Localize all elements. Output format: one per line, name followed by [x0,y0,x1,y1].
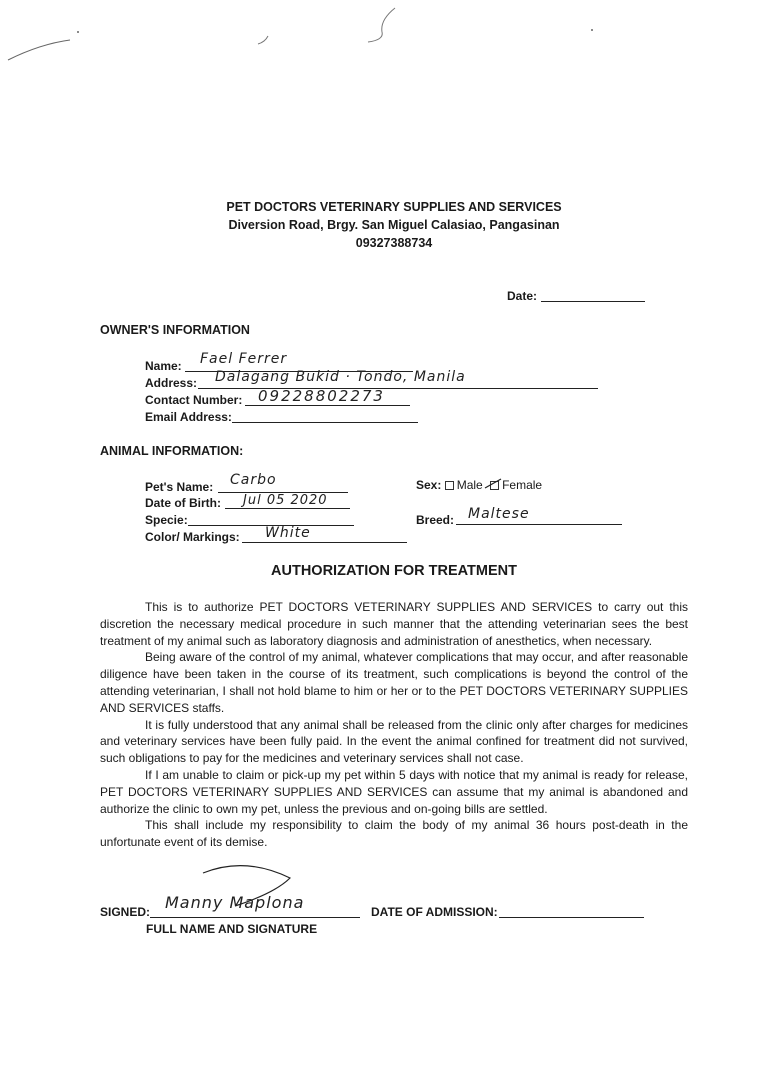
owner-name-value: Fael Ferrer [200,351,288,367]
date-label: Date: [507,289,538,303]
date-field[interactable] [541,301,645,302]
dob-field[interactable] [225,508,350,509]
authorization-paragraph-2: Being aware of the control of my animal, whatever complications that may occur, and after reasonable diligence have been taken in the course of its treatment, such complications is beyond the control of the attending veterinarian, I shall not hold blame to him or her or to the PET DOCTORS VETERINARY SUPPLIES AND SERVICES staffs. [100,650,688,715]
specie-label: Specie: [145,513,188,527]
authorization-title: AUTHORIZATION FOR TREATMENT [271,563,517,579]
sex-label: Sex: [416,478,442,492]
contact-number-label: Contact Number: [145,393,243,407]
date-of-admission-label: DATE OF ADMISSION: [371,905,498,919]
email-field[interactable] [232,422,418,423]
color-markings-label: Color/ Markings: [145,530,240,544]
pen-marks [0,0,762,70]
sex-row [416,478,542,492]
authorization-paragraph-3: It is fully understood that any animal shall be released from the clinic only after charges for medicines and veterinary services have been fully paid. In the event the animal confined for treatment did not survived, such obligations to pay for the medicines and veterinary services shall not case. [100,717,688,766]
color-markings-value: White [265,525,311,541]
email-label: Email Address: [145,410,232,424]
female-check-mark [483,476,505,492]
business-phone: 09327388734 [355,236,433,250]
owner-address-value: Dalagang Bukid · Tondo, Manila [215,369,466,385]
animal-section-title: ANIMAL INFORMATION: [100,444,244,458]
business-address: Diversion Road, Brgy. San Miguel Calasiao, Pangasinan [228,218,560,232]
authorization-body [100,599,688,851]
dob-label: Date of Birth: [145,496,221,510]
signature-value: Manny Maplona [165,893,305,912]
contact-number-field[interactable] [245,405,410,406]
contact-number-value: 09228802273 [258,387,385,405]
owner-section-title: OWNER'S INFORMATION [100,323,250,337]
dob-value: Jul 05 2020 [243,493,328,508]
breed-field[interactable] [456,524,622,525]
pet-name-label: Pet's Name: [145,480,214,494]
color-markings-field[interactable] [242,542,407,543]
signed-label: SIGNED: [100,905,151,919]
date-of-admission-field[interactable] [499,917,644,918]
breed-value: Maltese [468,506,530,522]
pet-name-value: Carbo [230,472,277,488]
authorization-paragraph-1: This is to authorize PET DOCTORS VETERINARY SUPPLIES AND SERVICES to carry out this discretion the necessary medical procedure in such manner that the attending veterinarian sees the best treatment of my animal such as laboratory diagnosis and administration of anesthetics, when necessary. [100,600,688,648]
breed-label: Breed: [416,513,455,527]
male-option: Male [456,478,483,492]
male-checkbox[interactable] [445,481,454,490]
authorization-paragraph-4: If I am unable to claim or pick-up my pet within 5 days with notice that my animal is ready for release, PET DOCTORS VETERINARY SUPPLIES AND SERVICES can assume that my animal is abandoned and authorize the clinic to own my pet, unless the previous and on-going bills are settled. [100,767,688,816]
female-option: Female [502,478,543,492]
authorization-paragraph-5: This shall include my responsibility to claim the body of my animal 36 hours post-death in the unfortunate event of its demise. [100,818,688,850]
signature-caption: FULL NAME AND SIGNATURE [146,922,318,936]
owner-address-label: Address: [145,376,198,390]
owner-name-label: Name: [145,359,182,373]
business-name: PET DOCTORS VETERINARY SUPPLIES AND SERVICES [226,200,562,214]
